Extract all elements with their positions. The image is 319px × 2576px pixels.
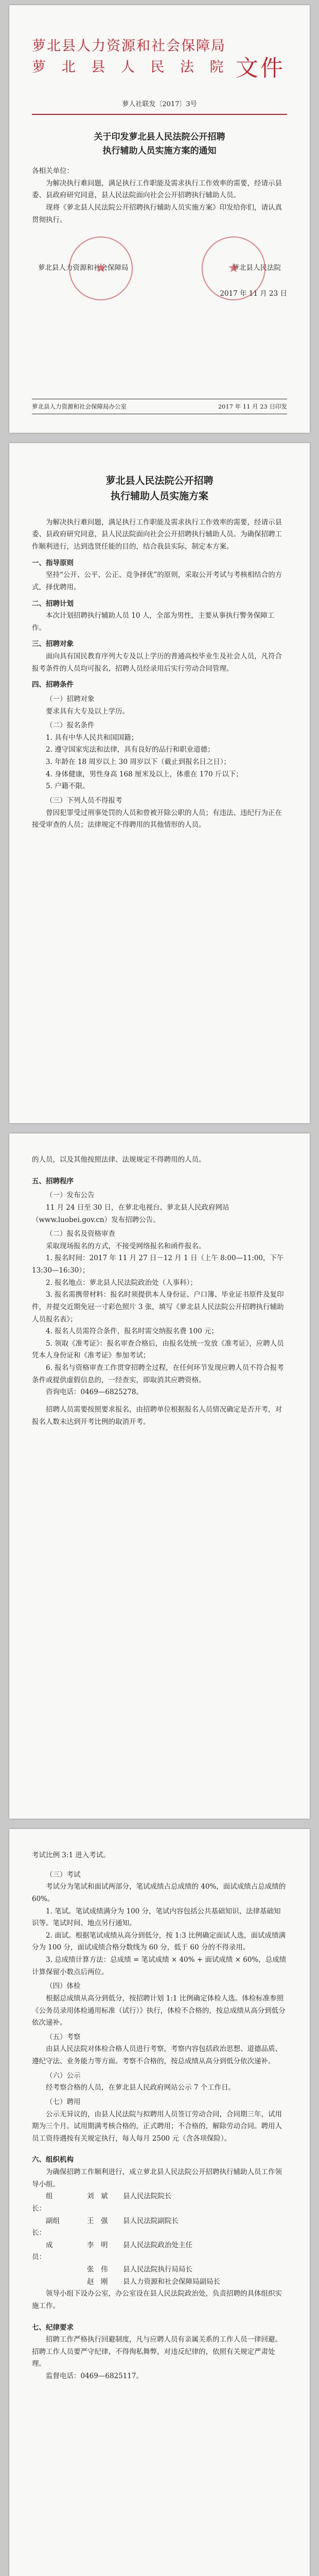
continued-text: 考试比例 3:1 进入考试。 — [32, 1851, 110, 1859]
section-heading: 二、招聘计划 — [32, 599, 74, 608]
list-item: 4. 报名人员需符合条件，报名时需交纳报名费 100 元； — [46, 1327, 219, 1336]
footer-date: 2017 年 11 月 23 日印发 — [218, 402, 287, 410]
subsection-heading: （四）体检 — [46, 1982, 81, 1991]
notice-date: 2017 年 11 月 23 日 — [220, 289, 287, 298]
org-title: 县人民法院执行局局长 — [123, 2265, 192, 2274]
continued-text: 的人员，以及其他按照法律、法规规定不得聘用的人员。 — [32, 1156, 206, 1164]
org-role: 副组长： — [32, 2216, 60, 2238]
section-text: 由县人民法院对体检合格人员进行考察，考察内容包括政治思想、道德品质、遵纪守法、业务能力等方面。考察不合格的，按总成绩从高分到低分依次递补。 — [32, 2045, 282, 2065]
page-plan-2 — [9, 1133, 310, 1819]
document-number: 萝人社联发〔2017〕3号 — [122, 100, 197, 108]
org-person: 张 伟 — [87, 2265, 108, 2274]
list-item: 2. 遵守国家宪法和法律，具有良好的品行和职业道德； — [46, 745, 215, 754]
letterhead — [32, 36, 287, 93]
list-item: 3. 总成绩计算方法：总成绩 = 笔试成绩 × 40% + 面试成绩 × 60%，总成绩计算保留小数点后两位。 — [32, 1956, 287, 1976]
list-item: 1. 笔试。笔试成绩满分为 100 分，笔试内容包括公共基础知识、法律基础知识等。笔试时间、地点另行通知。 — [32, 1907, 281, 1928]
section-text: 本次计划招聘执行辅助人员 10 人，全部为男性，主要从事执行警务保障工作。 — [32, 612, 275, 632]
letterhead-wenjian: 文件 — [236, 55, 285, 81]
org-person: 赵 刚 — [87, 2277, 108, 2286]
subsection-heading: （二）报名条件 — [46, 721, 95, 730]
section-text: 招聘工作严格执行回避制度，凡与应聘人员有亲属关系的工作人员一律回避。招聘工作人员要严守纪律，不得徇私舞弊，对违反纪律的，依照有关规定严肃处理。 — [32, 2335, 282, 2368]
sign-right: 萝北县人民法院 — [232, 264, 281, 273]
section-heading: 三、招聘对象 — [32, 640, 74, 649]
org-role: 组 长： — [32, 2192, 60, 2213]
list-item: 1. 具有中华人民共和国国籍； — [46, 733, 138, 742]
list-item: 3. 报名需携带材料：报名时须提供本人身份证、户口簿、毕业证书原件及复印件，并提交近期免冠一寸彩色照片 3 张，填写《萝北县人民法院公开招聘执行辅助人员报名表》； — [32, 1291, 284, 1324]
plan-intro: 为解决执行难问题，满足执行工作职能及需求执行工作效率的需要，经请示县委、县政府研究同意，县人民法院面向社会公开招聘执行辅助人员。为确保招聘工作顺利进行，达到选贤任能的目的，结合我县实际，制定本方案。 — [32, 518, 282, 551]
section-text: 公示无异议的，由县人民法院与拟聘用人员签订劳动合同，合同期三年，试用期为三个月。试用期满考核合格的，正式聘用；不合格的，解除劳动合同。聘用人员工资待遇按有关规定执行，每人每月 2500 元（含各项保险）。 — [32, 2110, 282, 2143]
page-plan-3 — [9, 1829, 310, 2576]
list-item: 2. 面试。根据笔试成绩从高分到低分，按 1:3 比例确定面试人选，面试成绩满分为 100 分，面试成绩合格分数线为 60 分，低于 60 分的不得录用。 — [32, 1931, 286, 1952]
notice-title-line-1: 关于印发萝北县人民法院公开招聘 — [94, 131, 225, 142]
org-row — [32, 2264, 287, 2276]
list-item: 1. 报名时间：2017 年 11 月 27 日－12 月 1 日（上午 8:00—11:00，下午 13:30—16:30）； — [32, 1254, 284, 1275]
section-heading: 五、招聘程序 — [32, 1177, 74, 1185]
list-item: 3. 年龄在 18 周岁以上 30 周岁以下（截止到报名日之日）； — [46, 758, 231, 767]
section-heading: 一、指导原则 — [32, 558, 74, 567]
section-heading: 六、组织机构 — [32, 2156, 74, 2164]
org-title: 县人民法院院长 — [123, 2192, 172, 2201]
subsection-heading: （五）考察 — [46, 2032, 81, 2041]
section-text: 面向具有国民教育序列大专及以上学历的普通高校毕业生及社会人员，凡符合报考条件的人员均可报名，招聘人员经录用后实行劳动合同管理。 — [32, 652, 282, 673]
subsection-heading: （三）考试 — [46, 1870, 81, 1879]
section-text: 11 月 24 日至 30 日，在萝北电视台、萝北县人民政府网站（www.luobei.gov.cn）发布招聘公告。 — [32, 1203, 229, 1224]
org-role: 成 员： — [32, 2241, 60, 2262]
org-row — [32, 2240, 287, 2264]
notice-title — [32, 130, 287, 158]
org-row — [32, 2191, 287, 2215]
org-row — [32, 2215, 287, 2240]
subsection-heading: （二）报名及资格审查 — [46, 1230, 115, 1239]
section-heading: 七、纪律要求 — [32, 2323, 74, 2332]
section-text: 采取现场报名的方式，不接受网络报名和函件报名。 — [46, 1242, 206, 1250]
list-item: 2. 报名地点：萝北县人民法院政治处（人事科）； — [46, 1278, 197, 1287]
subsection-heading: （六）公示 — [46, 2071, 81, 2080]
notice-body-2: 现将《萝北县人民法院公开招聘执行辅助人员实施方案》印发给你们，请认真贯彻执行。 — [32, 204, 282, 224]
org-title: 县人民法院政治处主任 — [123, 2241, 192, 2249]
section-text: 领导小组下设办公室，办公室设在县人民法院政治处，负责招聘的具体组织实施工作。 — [32, 2290, 282, 2310]
red-divider — [32, 114, 287, 115]
org-title: 县人民法院副院长 — [123, 2216, 179, 2225]
section-text: 曾因犯罪受过刑事处罚的人员和曾被开除公职的人员；有违法、违纪行为正在接受审查的人员；法律规定不得聘用的其他情形的人员。 — [32, 808, 282, 829]
section-heading: 四、招聘条件 — [32, 681, 74, 689]
official-seal-left — [69, 236, 133, 300]
section-text: 根据总成绩从高分到低分，按招聘计划 1:1 比例确定体检人选。体检标准参照《公务员录用体检通用标准（试行）》执行，体检不合格的，按总成绩从高分到低分依次递补。 — [32, 1994, 286, 2027]
plan-title-line-2: 执行辅助人员实施方案 — [110, 490, 208, 502]
list-item: 5. 户籍不限。 — [46, 782, 90, 791]
section-text: 坚持“公开、公平、公正、竞争择优”的原则，采取公开考试与考核相结合的方式，择优聘用。 — [32, 571, 282, 591]
page-plan-1 — [9, 443, 310, 1123]
section-note: 招聘人员需要按照要求报名，由招聘单位根据报名人员情况确定是否开考，对报名人数未达到开考比例的取消开考。 — [32, 1405, 282, 1426]
letterhead-line-2: 萝 北 县 人 民 法 院 — [32, 59, 229, 75]
org-person: 王 强 — [87, 2216, 108, 2225]
issuance-footer — [32, 399, 287, 414]
section-text: 经考察合格的人员，在萝北县人民政府网站公示 7 个工作日。 — [46, 2083, 236, 2092]
plan-title-line-1: 萝北县人民法院公开招聘 — [105, 475, 214, 486]
footer-issuer: 萝北县人力资源和社会保障局办公室 — [32, 402, 127, 410]
contact-phone: 咨询电话：0469—6825278。 — [46, 1388, 143, 1397]
org-row — [32, 2276, 287, 2289]
subsection-heading: （一）发布公告 — [46, 1191, 95, 1200]
official-seal-right — [202, 236, 265, 300]
notice-title-line-2: 执行辅助人员实施方案的通知 — [102, 145, 217, 156]
org-title: 县人力资源和社会保障局副局长 — [123, 2277, 220, 2286]
subsection-heading: （三）下列人员不得报考 — [46, 796, 122, 805]
org-person: 刘 斌 — [87, 2192, 108, 2201]
plan-title — [32, 473, 287, 504]
letterhead-line-1: 萝北县人力资源和社会保障局 — [32, 38, 226, 54]
contact-phone: 监督电话：0469—6825117。 — [46, 2372, 143, 2380]
section-text: 要求具有大专及以上学历。 — [46, 707, 129, 716]
notice-body-1: 为解决执行难问题，满足执行工作职能及需求执行工作效率的需要，经请示县委、县政府研究同意，县人民法院面向社会公开招聘执行辅助人员。 — [32, 179, 282, 200]
subsection-heading: （一）招聘对象 — [46, 694, 95, 703]
org-person: 李 明 — [87, 2241, 108, 2249]
signature-row — [38, 262, 281, 275]
page-notice — [9, 5, 310, 433]
list-item: 6. 报名与资格审查工作贯穿招聘全过程，在任何环节发现应聘人员不符合报考条件或提供虚假信息的，一经查实，即取消其应聘资格。 — [32, 1364, 284, 1384]
salutation: 各相关单位： — [32, 167, 74, 176]
section-text: 考试分为笔试和面试两部分，笔试成绩占总成绩的 40%，面试成绩占总成绩的 60%。 — [32, 1883, 286, 1903]
sign-left: 萝北县人力资源和社会保障局 — [38, 264, 129, 273]
section-text: 为确保招聘工作顺利进行，成立萝北县人民法院公开招聘执行辅助人员工作领导小组。 — [32, 2168, 282, 2189]
subsection-heading: （七）聘用 — [46, 2097, 81, 2106]
list-item: 4. 身体健康，男性身高 168 厘米及以上，体重在 170 斤以下； — [46, 770, 243, 778]
list-item: 5. 领取《准考证》：报名审查合格后，由报名处统一发放《准考证》，应聘人员凭本人身份证和《准考证》参加考试； — [32, 1339, 284, 1360]
